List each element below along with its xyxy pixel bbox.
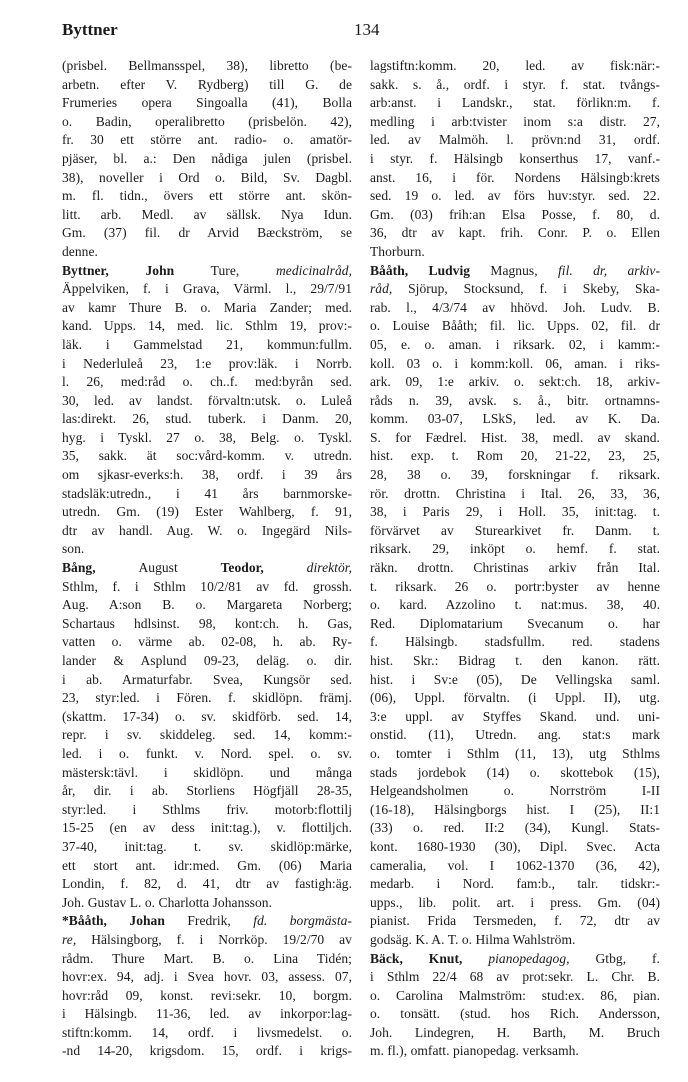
text-line bbox=[62, 689, 352, 708]
text-line bbox=[370, 819, 660, 838]
entry-headword: Bååth, bbox=[370, 262, 429, 278]
text-line bbox=[370, 76, 660, 95]
entry-given-name: Knut, bbox=[428, 950, 463, 966]
text-line bbox=[370, 931, 660, 950]
text-line bbox=[370, 1005, 660, 1024]
text-line bbox=[62, 987, 352, 1006]
line-text: om sjkasr-everks:h. 38, ordf. i 39 års bbox=[62, 467, 352, 483]
entry-headword: *Bååth, Johan bbox=[62, 913, 165, 929]
line-text: mästersk:tävl. i skidlöpn. und många bbox=[62, 764, 352, 780]
line-text: (33) o. red. II:2 (34), Kungl. Stats- bbox=[370, 820, 660, 836]
line-text: 36, dtr av kapt. frih. Conr. P. o. Ellen bbox=[370, 225, 660, 241]
line-text: Joh. Lindegren, H. Barth, M. Bruch bbox=[370, 1024, 660, 1040]
text-line bbox=[370, 968, 660, 987]
line-text: läk. i Gammelstad 21, kommun:fullm. bbox=[62, 336, 352, 352]
text-line bbox=[62, 801, 352, 820]
text-line bbox=[370, 912, 660, 931]
line-text: hovr:råd 09, konst. revi:sekr. 10, borgm. bbox=[62, 987, 352, 1003]
line-text: led. i o. funkt. v. Nord. spel. o. sv. bbox=[62, 745, 352, 761]
entry-name-rest: Ture, bbox=[174, 262, 276, 278]
line-text: litt. arb. Medl. av sällsk. Nya Idun. bbox=[62, 206, 352, 222]
line-text: förvärvet av Sturearkivet fr. Danm. t. bbox=[370, 522, 660, 538]
line-text: hist. Skr.: Bidrag t. den kanon. rätt. bbox=[370, 653, 660, 668]
line-text: 37-40, init:tag. t. sv. skidlöp:märke, bbox=[62, 838, 352, 854]
entry-title: pianopedagog, bbox=[462, 950, 570, 966]
entry-title: fil. dr, arkiv- bbox=[557, 262, 661, 278]
line-text: kand. Upps. 14, med. lic. Sthlm 19, prov:- bbox=[62, 318, 352, 334]
text-line bbox=[370, 950, 660, 969]
text-line bbox=[62, 466, 352, 485]
text-line bbox=[62, 652, 352, 671]
line-text: riksark. 29, inköpt o. hemf. f. stat. bbox=[370, 541, 660, 557]
line-text: medarb. i Nord. fam:b., talr. tidskr:- bbox=[370, 876, 660, 892]
line-text: Äppelviken, f. i Grava, Värml. l., 29/7/91 bbox=[62, 281, 352, 297]
line-text: stads jordebok (14) o. skottebok (15), bbox=[370, 764, 660, 780]
text-line bbox=[62, 671, 352, 690]
text-line bbox=[370, 987, 660, 1006]
text-line bbox=[62, 875, 352, 894]
line-text: Gm. (37) fil. dr Arvid Bæckström, se bbox=[62, 225, 352, 241]
entry-given-name: John bbox=[145, 262, 175, 278]
page-header bbox=[62, 20, 642, 46]
text-line bbox=[62, 224, 352, 243]
line-text: rör. drottn. Christina i Ital. 26, 33, 36, bbox=[370, 485, 660, 501]
line-text: o. Badin, operalibretto (prisbelön. 42), bbox=[62, 113, 352, 129]
line-text: t. riksark. 26 o. portr:byster av henne bbox=[370, 578, 660, 594]
line-text: l. 26, med:råd o. ch..f. med:byrån sed. bbox=[62, 374, 352, 390]
text-line bbox=[62, 819, 352, 838]
text-line bbox=[370, 559, 660, 578]
text-line bbox=[62, 559, 352, 578]
text-line bbox=[370, 540, 660, 559]
text-line bbox=[62, 94, 352, 113]
text-line bbox=[370, 596, 660, 615]
text-line bbox=[370, 392, 660, 411]
line-text: koll. 03 o. i komm:koll. 06, aman. i riks- bbox=[370, 355, 660, 371]
text-line bbox=[62, 206, 352, 225]
line-text: 38, i Paris 29, i Holl. 35, init:tag. t. bbox=[370, 504, 660, 520]
line-text: denne. bbox=[62, 243, 98, 259]
text-line bbox=[370, 57, 660, 76]
entry-title: re, bbox=[62, 931, 77, 947]
text-line bbox=[370, 131, 660, 150]
text-line bbox=[370, 169, 660, 188]
text-line bbox=[370, 726, 660, 745]
line-text: sed. 19 o. led. av förs huv:styr. sed. 22. bbox=[370, 188, 660, 204]
line-text: Gm. (03) frih:an Elsa Posse, f. 80, d. bbox=[370, 206, 660, 222]
text-line bbox=[62, 894, 352, 913]
text-line bbox=[62, 131, 352, 150]
line-text: o. Carolina Malmström: stud:ex. 86, pian. bbox=[370, 987, 660, 1003]
text-line bbox=[62, 317, 352, 336]
text-line bbox=[62, 522, 352, 541]
line-text: Thorburn. bbox=[370, 243, 425, 259]
line-text: 35, sakk. ät soc:vård-komm. v. utredn. bbox=[62, 448, 352, 464]
left-column bbox=[62, 57, 352, 1061]
text-line bbox=[370, 94, 660, 113]
text-line bbox=[370, 689, 660, 708]
line-text: (06), Uppl. förvaltn. (i Uppl. II), utg. bbox=[370, 690, 660, 706]
line-text: S. for Fædrel. Hist. 38, medl. av skand. bbox=[370, 429, 660, 445]
line-text: hovr:ex. 94, adj. i Svea hovr. 03, assess. 07, bbox=[62, 969, 352, 985]
line-text: styr:led. i Sthlms friv. motorb:flottilj bbox=[62, 801, 352, 817]
entry-title: råd, bbox=[370, 281, 393, 297]
line-text: o. kard. Azzolino t. nat:mus. 38, 40. bbox=[370, 597, 660, 613]
text-line bbox=[62, 262, 352, 281]
text-line bbox=[62, 968, 352, 987]
text-line bbox=[62, 373, 352, 392]
text-line bbox=[370, 243, 660, 262]
text-line bbox=[370, 410, 660, 429]
text-line bbox=[62, 485, 352, 504]
text-line bbox=[62, 280, 352, 299]
text-line bbox=[370, 652, 660, 671]
text-line bbox=[370, 764, 660, 783]
text-line bbox=[62, 410, 352, 429]
line-text: 30, led. av landst. förvaltn:utsk. o. Luleå bbox=[62, 392, 352, 408]
line-text: m. fl. tidn., övers ett större ant. skön- bbox=[62, 188, 352, 204]
line-text: rådm. Thure Mart. B. o. Lina Tidén; bbox=[62, 950, 352, 966]
text-line bbox=[62, 764, 352, 783]
text-line bbox=[370, 336, 660, 355]
line-text: 05, e. o. aman. i riksark. 02, i kamm:- bbox=[370, 336, 660, 352]
text-line bbox=[62, 57, 352, 76]
line-text: stiftn:komm. 14, ordf. i livsmedelst. o. bbox=[62, 1024, 352, 1040]
text-line bbox=[370, 875, 660, 894]
text-line bbox=[62, 931, 352, 950]
text-line bbox=[370, 299, 660, 318]
line-text: pianist. Frida Tersmeden, f. 72, dtr av bbox=[370, 913, 660, 929]
text-line bbox=[370, 224, 660, 243]
line-text: f. Hälsingb. stadsfullm. red. stadens bbox=[370, 634, 660, 650]
text-line bbox=[370, 447, 660, 466]
right-column bbox=[370, 57, 660, 1061]
line-text: vatten o. värme ab. 02-08, h. ab. Ry- bbox=[62, 634, 352, 650]
line-text: m. fl.), omfatt. pianopedag. verksamh. bbox=[370, 1043, 579, 1059]
line-text: ett stort ant. idr:med. Gm. (06) Maria bbox=[62, 857, 352, 873]
text-line bbox=[62, 169, 352, 188]
text-line bbox=[62, 633, 352, 652]
text-line bbox=[62, 857, 352, 876]
line-text: 38), noveller i Ord o. Bild, Sv. Dagbl. bbox=[62, 169, 352, 185]
running-head: Byttner bbox=[62, 20, 118, 39]
line-text: 23, styr:led. i Fören. f. skidlöpn. främj. bbox=[62, 690, 352, 706]
text-line bbox=[62, 447, 352, 466]
text-line bbox=[62, 726, 352, 745]
text-line bbox=[62, 243, 352, 262]
text-line bbox=[370, 113, 660, 132]
text-line bbox=[62, 355, 352, 374]
line-text: 28, 38 o. 39, forskningar f. riksark. bbox=[370, 467, 660, 483]
text-line bbox=[370, 633, 660, 652]
text-line bbox=[62, 392, 352, 411]
line-text: komm. 03-07, LSkS, led. av K. Da. bbox=[370, 411, 660, 427]
text-line bbox=[62, 1042, 352, 1061]
line-text: i Sthlm 22/4 68 av prot:sekr. L. Chr. B. bbox=[370, 969, 660, 985]
line-text: i ab. Armaturfabr. Svea, Kungsör sed. bbox=[62, 671, 352, 687]
line-text: sakk. s. å., ordf. i styr. f. stat. tvångs- bbox=[370, 76, 660, 92]
line-text: arbetn. efter V. Rydberg) till G. de bbox=[62, 76, 352, 92]
line-text: Aug. A:son B. o. Margareta Norberg; bbox=[62, 597, 352, 613]
line-text: hist. i Sv:e (05), De Vellingska saml. bbox=[370, 671, 660, 687]
text-line bbox=[370, 262, 660, 281]
text-line bbox=[62, 429, 352, 448]
line-text: i Nederluleå 23, 1:e prov:läk. i Norrb. bbox=[62, 355, 352, 371]
text-line bbox=[370, 373, 660, 392]
line-text: hyg. i Tyskl. 27 o. 38, Belg. o. Tyskl. bbox=[62, 429, 352, 445]
text-line bbox=[62, 150, 352, 169]
line-text: las:direkt. 26, stud. tuberk. i Danm. 20, bbox=[62, 411, 352, 427]
line-text: (skattm. 17-34) o. sv. skidförb. sed. 14, bbox=[62, 708, 352, 724]
line-text: utredn. Gm. (19) Ester Wahlberg, f. 91, bbox=[62, 504, 352, 520]
line-text: Red. Diplomatarium Svecanum o. har bbox=[370, 615, 660, 631]
line-text: lander & Asplund 09-23, deläg. o. dir. bbox=[62, 653, 352, 668]
text-line bbox=[370, 578, 660, 597]
line-text: son. bbox=[62, 541, 85, 557]
text-line bbox=[62, 1005, 352, 1024]
text-line bbox=[370, 1042, 660, 1061]
line-text: räkn. drottn. Christinas arkiv från Ital. bbox=[370, 560, 660, 576]
text-line bbox=[370, 355, 660, 374]
line-text: upps., lib. polit. art. i press. Gm. (04) bbox=[370, 894, 660, 910]
text-line bbox=[370, 857, 660, 876]
entry-name-rest: August bbox=[138, 560, 221, 576]
entry-given-name: Teodor, bbox=[220, 560, 264, 576]
text-line bbox=[370, 429, 660, 448]
line-text: repr. i sv. skiddeleg. sed. 14, komm:- bbox=[62, 727, 352, 743]
line-text: Joh. Gustav L. o. Charlotta Johansson. bbox=[62, 894, 273, 910]
line-text: kont. 1680-1930 (30), Dipl. Svec. Acta bbox=[370, 838, 660, 854]
entry-title: medicinalråd, bbox=[276, 262, 353, 278]
line-text: år, dir. i ab. Storliens Högfjäll 28-35, bbox=[62, 783, 352, 799]
line-text: -nd 14-20, krigsdom. 15, ordf. i krigs- bbox=[62, 1043, 352, 1059]
line-text: ark. 09, 1:e arkiv. o. sekt:ch. 18, arkiv- bbox=[370, 374, 660, 390]
text-line bbox=[62, 615, 352, 634]
entry-name-rest: Fredrik, bbox=[164, 913, 254, 929]
line-text: anst. 16, i för. Nordens Hälsingb:krets bbox=[370, 169, 660, 185]
text-line bbox=[370, 782, 660, 801]
line-text: hist. exp. t. Rom 20, 21-22, 23, 25, bbox=[370, 448, 660, 464]
entry-name-rest: Gtbg, f. bbox=[569, 950, 660, 966]
entry-given-name: Ludvig bbox=[428, 262, 471, 278]
line-text: led. av Malmöh. l. prövn:nd 31, ordf. bbox=[370, 132, 660, 148]
line-text: Schartaus hdlsinst. 98, kont:ch. h. Gas, bbox=[62, 615, 352, 631]
text-line bbox=[370, 150, 660, 169]
entry-name-rest: Hälsingborg, f. i Norrköp. 19/2/70 av bbox=[76, 931, 352, 947]
text-line bbox=[62, 578, 352, 597]
text-line bbox=[62, 336, 352, 355]
line-text: lagstiftn:komm. 20, led. av fisk:när:- bbox=[370, 58, 660, 73]
text-line bbox=[370, 503, 660, 522]
text-line bbox=[62, 187, 352, 206]
text-line bbox=[62, 912, 352, 931]
line-text: i styr. f. Hälsingb konserthus 17, vanf.- bbox=[370, 150, 660, 166]
text-line bbox=[370, 485, 660, 504]
text-line bbox=[370, 745, 660, 764]
line-text: 15-25 (en av dess init:tag.), v. flottiljch. bbox=[62, 820, 352, 836]
line-text: cameralia, vol. I 1062-1370 (36, 42), bbox=[370, 857, 660, 873]
text-line bbox=[370, 1024, 660, 1043]
entry-headword: Bäck, bbox=[370, 950, 429, 966]
text-line bbox=[370, 466, 660, 485]
line-text: Sthlm, f. i Sthlm 10/2/81 av fd. grossh. bbox=[62, 578, 352, 594]
text-line bbox=[62, 950, 352, 969]
text-line bbox=[62, 708, 352, 727]
line-text: pjäser, bl. a.: Den nådiga julen (prisbel. bbox=[62, 150, 352, 166]
text-line bbox=[370, 801, 660, 820]
line-text: av kamr Thure B. o. Maria Zander; med. bbox=[62, 299, 352, 315]
text-line bbox=[62, 540, 352, 559]
text-line bbox=[62, 782, 352, 801]
line-text: fr. 30 ett större ant. radio- o. amatör- bbox=[62, 132, 352, 148]
entry-title: direktör, bbox=[263, 560, 353, 576]
text-line bbox=[370, 317, 660, 336]
text-line bbox=[370, 280, 660, 299]
text-line bbox=[370, 187, 660, 206]
text-line bbox=[370, 708, 660, 727]
line-text: o. tomter i Sthlm (11, 13), utg Sthlms bbox=[370, 745, 660, 761]
line-text: arb:anst. i Landskr., stat. förlikn:m. f. bbox=[370, 95, 660, 111]
text-line bbox=[62, 596, 352, 615]
line-text: Frumeries opera Singoalla (41), Bolla bbox=[62, 95, 352, 111]
line-text: o. Louise Bååth; fil. lic. Upps. 02, fil. dr bbox=[370, 318, 660, 334]
text-line bbox=[62, 76, 352, 95]
line-text: 3:e uppl. av Styffes Skand. und. uni- bbox=[370, 708, 660, 724]
text-line bbox=[370, 615, 660, 634]
text-line bbox=[62, 503, 352, 522]
line-text: (prisbel. Bellmansspel, 38), libretto (be- bbox=[62, 58, 352, 73]
line-text: dtr av handl. Aug. W. o. Ingegärd Nils- bbox=[62, 522, 352, 538]
line-text: godsäg. K. A. T. o. Hilma Wahlström. bbox=[370, 931, 576, 947]
line-text: stadsläk:utredn., i 41 års barnmorske- bbox=[62, 485, 352, 501]
line-text: råds n. 39, avsk. s. å., bitr. ortnamns- bbox=[370, 392, 660, 408]
entry-title: fd. borgmästa- bbox=[253, 913, 352, 929]
line-text: rab. l., 4/3/74 av hhövd. Joh. Ludv. B. bbox=[370, 299, 660, 315]
line-text: (16-18), Hälsingborgs hist. I (25), II:1 bbox=[370, 801, 660, 817]
text-line bbox=[370, 838, 660, 857]
line-text: i Hälsingb. 11-36, led. av inkorpor:lag- bbox=[62, 1006, 352, 1022]
entry-name-rest: Sjörup, Stocksund, f. i Skeby, Ska- bbox=[392, 281, 660, 297]
line-text: Helgeandsholmen o. Norrström I-II bbox=[370, 783, 660, 799]
text-line bbox=[62, 299, 352, 318]
text-line bbox=[370, 671, 660, 690]
entry-headword: Bång, bbox=[62, 560, 139, 576]
text-line bbox=[62, 838, 352, 857]
text-line bbox=[370, 894, 660, 913]
text-line bbox=[62, 113, 352, 132]
text-line bbox=[62, 745, 352, 764]
line-text: onstid. (11), Utredn. ang. stat:s mark bbox=[370, 727, 660, 743]
text-line bbox=[62, 1024, 352, 1043]
text-line bbox=[370, 522, 660, 541]
text-line bbox=[370, 206, 660, 225]
entry-name-rest: Magnus, bbox=[470, 262, 558, 278]
line-text: medling i arb:tvister inom s:a distr. 27, bbox=[370, 113, 660, 129]
line-text: o. tonsätt. (stud. hos Rich. Andersson, bbox=[370, 1006, 660, 1022]
line-text: Londin, f. 82, d. 41, dtr av fastigh:äg. bbox=[62, 876, 352, 892]
entry-headword: Byttner, bbox=[62, 262, 146, 278]
page-number: 134 bbox=[354, 20, 380, 39]
